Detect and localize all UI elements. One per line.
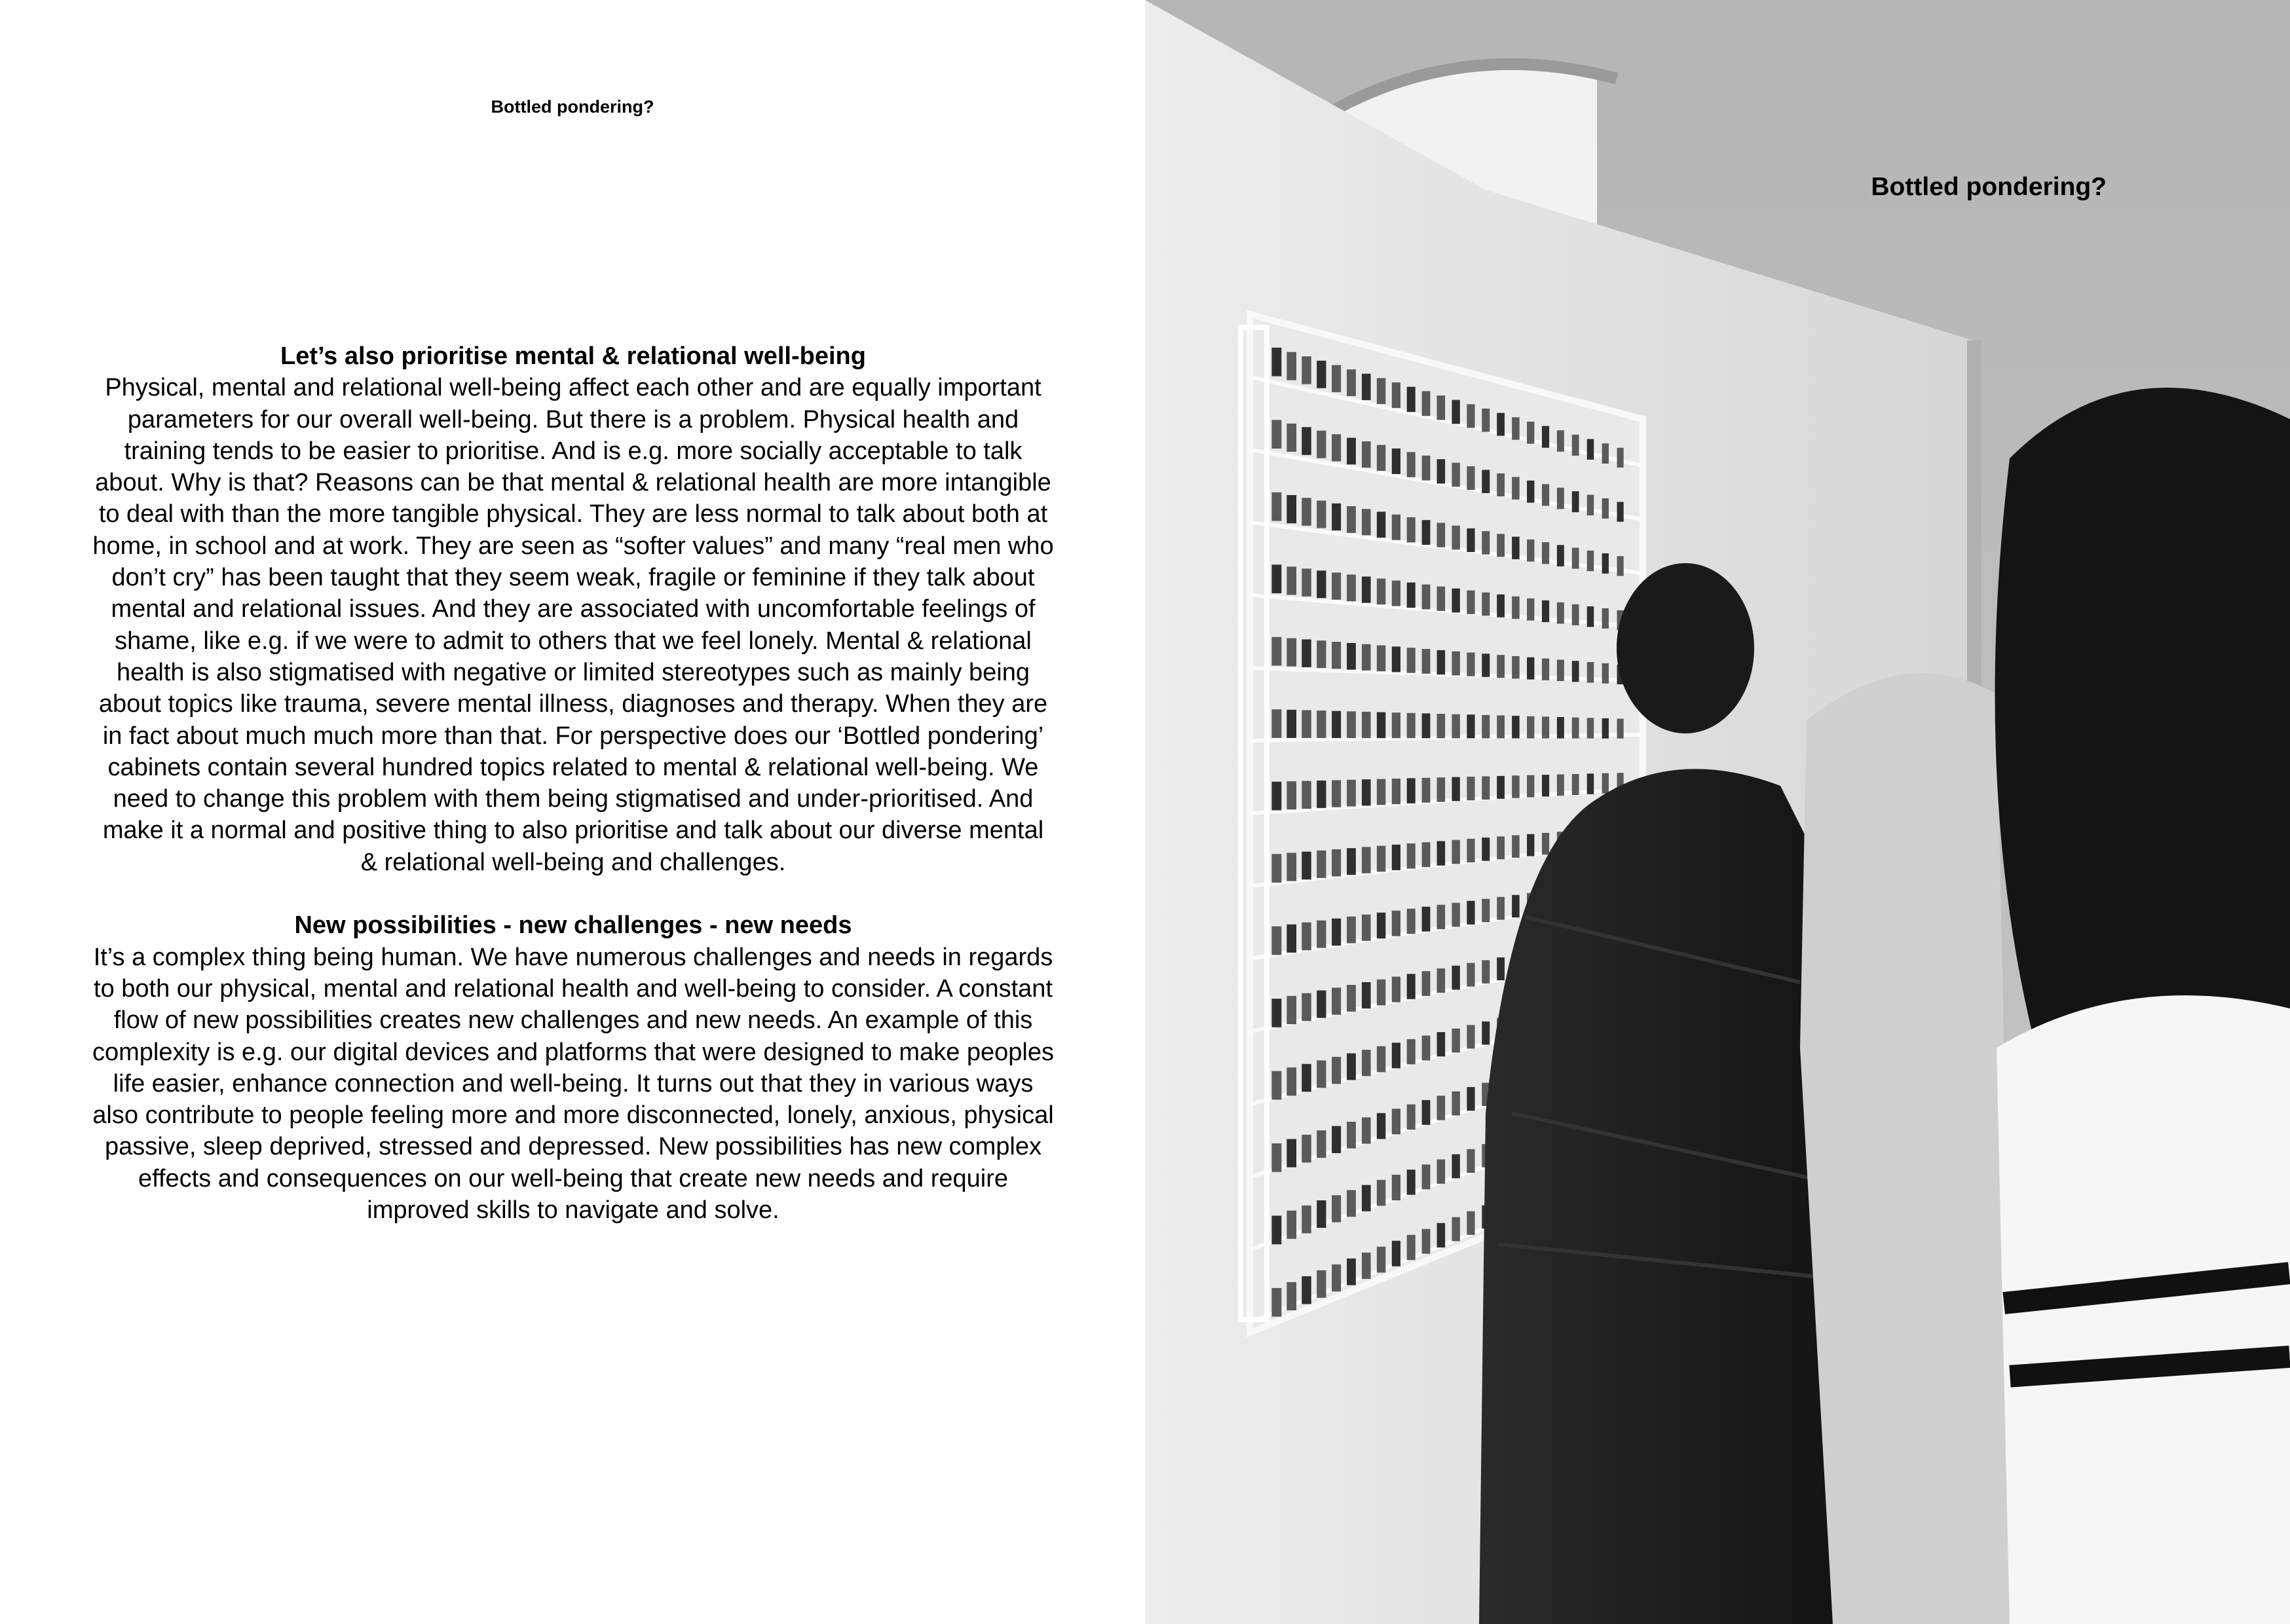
bottle bbox=[1602, 773, 1609, 794]
bottle bbox=[1497, 534, 1505, 557]
bottle bbox=[1332, 434, 1341, 461]
bottle bbox=[1497, 897, 1505, 920]
bottle bbox=[1572, 604, 1579, 625]
bottle bbox=[1392, 581, 1400, 606]
bottle bbox=[1482, 1022, 1490, 1045]
bottle bbox=[1452, 400, 1459, 424]
bottle bbox=[1512, 835, 1520, 857]
bottle bbox=[1377, 1113, 1385, 1139]
bottle bbox=[1377, 1247, 1385, 1273]
bottle bbox=[1332, 849, 1341, 876]
bottle bbox=[1497, 473, 1505, 496]
bottle bbox=[1542, 775, 1549, 796]
bottle bbox=[1452, 777, 1459, 802]
bottle bbox=[1347, 643, 1356, 670]
bottle bbox=[1332, 987, 1341, 1014]
bottle bbox=[1437, 459, 1446, 483]
bottle bbox=[1452, 840, 1459, 864]
running-head: Bottled pondering? bbox=[491, 97, 654, 117]
bottle bbox=[1452, 903, 1459, 927]
bottle bbox=[1422, 971, 1431, 996]
bottle bbox=[1422, 649, 1431, 674]
bottle bbox=[1286, 1139, 1296, 1167]
bottle bbox=[1497, 655, 1505, 678]
bottle bbox=[1437, 650, 1446, 674]
bottle bbox=[1527, 775, 1534, 798]
bottle bbox=[1527, 422, 1534, 444]
bottle bbox=[1302, 427, 1311, 455]
bottle bbox=[1467, 466, 1474, 490]
bottle bbox=[1332, 572, 1341, 599]
bottle bbox=[1332, 919, 1341, 946]
bottle bbox=[1557, 717, 1564, 739]
section-paragraph: It’s a complex thing being human. We have numerous challenges and needs in regards to both our physical, mental and relational health and well-being to consider. A constant flow of new possibilities creates new challenges and new needs. An example of this complexity is e.g. our digital devices and platforms that were designed to make peoples life easier, enhance connection and well-being. It turns out that they in various ways also contribute to people feeling more and more disconnected, lonely, anxious, physical passive, sleep deprived, stressed and depressed. New possibilities has new complex effects and consequences on our well-being that create new needs and require improved skills to navigate and solve. bbox=[92, 943, 1054, 1225]
bottle bbox=[1407, 387, 1416, 412]
bottle bbox=[1302, 923, 1311, 951]
bottle bbox=[1286, 495, 1296, 523]
bottle bbox=[1317, 361, 1326, 388]
bottle bbox=[1392, 646, 1400, 672]
bottle bbox=[1407, 517, 1416, 542]
bottle bbox=[1542, 600, 1549, 622]
bottle bbox=[1271, 1215, 1281, 1244]
bottle bbox=[1347, 848, 1356, 875]
bottle bbox=[1317, 1200, 1326, 1228]
bottle bbox=[1377, 1180, 1385, 1206]
bottle bbox=[1467, 652, 1474, 676]
bottle bbox=[1407, 648, 1416, 673]
bottle bbox=[1572, 548, 1579, 569]
bottle bbox=[1512, 597, 1520, 619]
bottle bbox=[1407, 713, 1416, 738]
bottle bbox=[1377, 445, 1385, 471]
bottle bbox=[1512, 537, 1520, 559]
bottle bbox=[1527, 834, 1534, 857]
bottle bbox=[1286, 424, 1296, 452]
bottle bbox=[1452, 1217, 1459, 1242]
bottle bbox=[1362, 982, 1371, 1008]
bottle bbox=[1482, 899, 1490, 923]
bottle bbox=[1497, 716, 1505, 739]
bottle bbox=[1587, 551, 1594, 571]
bottle bbox=[1467, 1087, 1474, 1111]
bottle bbox=[1617, 718, 1624, 738]
bottle bbox=[1362, 1050, 1371, 1076]
bottle bbox=[1332, 780, 1341, 807]
bottle bbox=[1452, 1092, 1459, 1116]
bottle bbox=[1286, 352, 1296, 380]
bottle bbox=[1317, 781, 1326, 808]
bottle bbox=[1347, 438, 1356, 465]
bottle bbox=[1317, 921, 1326, 948]
bottle bbox=[1437, 587, 1446, 611]
bottle bbox=[1362, 712, 1371, 738]
bottle bbox=[1407, 974, 1416, 999]
bottle bbox=[1302, 1064, 1311, 1092]
bottle bbox=[1497, 595, 1505, 618]
bottle bbox=[1452, 966, 1459, 990]
bottle bbox=[1512, 656, 1520, 678]
bottle bbox=[1422, 907, 1431, 932]
bottle bbox=[1437, 523, 1446, 547]
bottle bbox=[1347, 1054, 1356, 1080]
bottle bbox=[1542, 484, 1549, 506]
bottle bbox=[1392, 1109, 1400, 1134]
bottle bbox=[1317, 501, 1326, 528]
bottle bbox=[1437, 969, 1446, 993]
bottle bbox=[1347, 369, 1356, 396]
bottle bbox=[1572, 435, 1579, 456]
bottle bbox=[1542, 716, 1549, 738]
section-heading: Let’s also prioritise mental & relational well-being bbox=[280, 342, 866, 370]
bottle bbox=[1512, 477, 1520, 499]
bottle bbox=[1572, 774, 1579, 795]
bottle bbox=[1452, 589, 1459, 613]
bottle bbox=[1617, 448, 1624, 468]
bottle bbox=[1437, 841, 1446, 865]
bottle bbox=[1437, 905, 1446, 929]
bottle bbox=[1302, 710, 1311, 738]
bottle bbox=[1437, 1159, 1446, 1183]
bottle bbox=[1422, 713, 1431, 738]
bottle bbox=[1407, 1039, 1416, 1064]
bottle bbox=[1392, 845, 1400, 870]
bottle bbox=[1437, 396, 1446, 420]
bottle bbox=[1467, 777, 1474, 800]
bottle bbox=[1482, 593, 1490, 616]
bottle bbox=[1302, 639, 1311, 667]
bottle bbox=[1332, 1195, 1341, 1222]
bottle bbox=[1437, 777, 1446, 802]
bottle bbox=[1286, 781, 1296, 809]
bottle bbox=[1557, 602, 1564, 624]
bottle bbox=[1557, 775, 1564, 796]
bottle bbox=[1422, 1035, 1431, 1060]
bottle bbox=[1587, 606, 1594, 627]
bottle bbox=[1452, 714, 1459, 739]
bottle bbox=[1286, 853, 1296, 881]
bottle bbox=[1557, 659, 1564, 681]
bottle bbox=[1542, 833, 1549, 855]
bottle bbox=[1317, 1270, 1326, 1298]
bottle bbox=[1557, 488, 1564, 509]
bottle bbox=[1347, 780, 1356, 807]
bottle bbox=[1362, 1117, 1371, 1143]
bottle bbox=[1362, 847, 1371, 873]
bottle bbox=[1557, 545, 1564, 566]
bottle bbox=[1587, 773, 1594, 794]
bottle bbox=[1602, 718, 1609, 739]
bottle bbox=[1271, 709, 1281, 738]
bottle bbox=[1467, 591, 1474, 614]
bottle bbox=[1317, 710, 1326, 738]
bottle bbox=[1377, 913, 1385, 939]
bottle bbox=[1437, 714, 1446, 738]
bottle bbox=[1377, 378, 1385, 404]
bottle bbox=[1437, 1223, 1446, 1247]
bottle bbox=[1422, 842, 1431, 867]
bottle bbox=[1512, 417, 1520, 439]
bottle bbox=[1452, 1029, 1459, 1053]
bottle bbox=[1467, 901, 1474, 925]
bottle bbox=[1497, 413, 1505, 436]
bottle bbox=[1271, 348, 1281, 377]
bottle bbox=[1317, 851, 1326, 878]
paragraph-gap bbox=[92, 878, 1055, 910]
bottle bbox=[1347, 1190, 1356, 1217]
photo-title: Bottled pondering? bbox=[1871, 173, 2107, 201]
bottle bbox=[1317, 990, 1326, 1018]
bottle bbox=[1271, 637, 1281, 666]
bottle bbox=[1587, 495, 1594, 515]
exhibition-photo-icon bbox=[1145, 0, 2290, 1624]
bottle bbox=[1407, 843, 1416, 868]
bottle bbox=[1302, 1276, 1311, 1304]
bottle bbox=[1362, 644, 1371, 671]
bottle bbox=[1302, 498, 1311, 526]
bottle bbox=[1271, 1288, 1281, 1317]
bottle bbox=[1482, 409, 1490, 432]
visitor-woman bbox=[1995, 388, 2290, 1624]
bottle bbox=[1422, 520, 1431, 545]
bottle bbox=[1602, 608, 1609, 629]
bottle bbox=[1271, 420, 1281, 449]
bottle bbox=[1527, 599, 1534, 621]
bottle bbox=[1527, 481, 1534, 503]
bottle bbox=[1302, 356, 1311, 384]
bottle bbox=[1542, 659, 1549, 680]
bottle bbox=[1302, 993, 1311, 1022]
bottle bbox=[1467, 404, 1474, 428]
bottle bbox=[1377, 980, 1385, 1006]
bottle bbox=[1332, 642, 1341, 669]
bottle bbox=[1407, 1105, 1416, 1130]
bottle bbox=[1602, 553, 1609, 574]
bottle bbox=[1362, 441, 1371, 468]
bottle bbox=[1482, 960, 1490, 984]
bottle bbox=[1482, 715, 1490, 739]
bottle bbox=[1302, 852, 1311, 880]
bottle bbox=[1497, 776, 1505, 799]
bottle bbox=[1392, 1043, 1400, 1068]
bottle bbox=[1422, 585, 1431, 610]
bottle bbox=[1422, 391, 1431, 416]
bottle bbox=[1572, 491, 1579, 512]
bottle bbox=[1482, 776, 1490, 800]
bottle bbox=[1317, 570, 1326, 598]
bottle bbox=[1467, 1211, 1474, 1235]
bottle bbox=[1452, 526, 1459, 550]
bottle bbox=[1392, 449, 1400, 474]
bottle bbox=[1332, 365, 1341, 392]
bottle bbox=[1332, 504, 1341, 530]
bottle bbox=[1347, 711, 1356, 738]
bottle bbox=[1271, 1143, 1281, 1172]
bottle bbox=[1377, 846, 1385, 872]
bottle bbox=[1392, 382, 1400, 408]
bottle bbox=[1617, 556, 1624, 576]
bottle bbox=[1271, 999, 1281, 1027]
bottle bbox=[1362, 1253, 1371, 1279]
bottle bbox=[1392, 1241, 1400, 1266]
bottle bbox=[1286, 925, 1296, 953]
bottle bbox=[1377, 779, 1385, 805]
bottle bbox=[1332, 1264, 1341, 1291]
bottle bbox=[1392, 976, 1400, 1002]
bottle bbox=[1392, 779, 1400, 804]
bottle bbox=[1602, 443, 1609, 464]
bottle bbox=[1347, 1259, 1356, 1285]
bottle bbox=[1407, 909, 1416, 934]
bottle bbox=[1317, 431, 1326, 458]
bottle bbox=[1347, 985, 1356, 1012]
bottle bbox=[1362, 509, 1371, 535]
bottle bbox=[1362, 576, 1371, 602]
bottle bbox=[1467, 528, 1474, 552]
bottle bbox=[1407, 1170, 1416, 1194]
bottle bbox=[1572, 718, 1579, 739]
bottle bbox=[1587, 662, 1594, 682]
visitor-light-jacket bbox=[1800, 673, 2016, 1624]
bottle bbox=[1302, 1135, 1311, 1163]
bottle bbox=[1437, 1096, 1446, 1120]
bottle bbox=[1467, 839, 1474, 862]
bottle bbox=[1587, 718, 1594, 738]
bottle bbox=[1377, 712, 1385, 739]
bottle bbox=[1362, 374, 1371, 400]
bottle bbox=[1271, 1071, 1281, 1100]
bottle bbox=[1347, 506, 1356, 533]
bottle bbox=[1271, 782, 1281, 811]
bottle bbox=[1286, 638, 1296, 667]
bottle bbox=[1482, 531, 1490, 555]
section-heading: New possibilities - new challenges - new needs bbox=[294, 912, 852, 940]
bottle bbox=[1377, 1046, 1385, 1073]
bottle bbox=[1422, 778, 1431, 803]
bottle bbox=[1271, 854, 1281, 883]
bottle bbox=[1392, 911, 1400, 936]
bottle bbox=[1407, 583, 1416, 608]
bottle bbox=[1377, 511, 1385, 538]
bottle bbox=[1317, 1060, 1326, 1088]
bottle bbox=[1602, 498, 1609, 519]
bottle bbox=[1377, 646, 1385, 672]
bottle bbox=[1422, 1229, 1431, 1254]
bottle bbox=[1286, 1067, 1296, 1096]
bottle bbox=[1542, 426, 1549, 448]
bottle bbox=[1362, 915, 1371, 941]
section-paragraph: Physical, mental and relational well-being affect each other and are equally important parameters for our overall well-being. But there is a problem. Physical health and training tends to be easier to prioritise. And is e.g. more socially acceptable to talk about. Why is that? Reasons can be that mental & relational health are more intangible to deal with than the more tangible physical. They are less normal to talk about both at home, in school and at work. They are seen as “softer values” and many “real men who don’t cry” has been taught that they seem weak, fragile or feminine if they talk about mental and relational issues. And they are associated with uncomfortable feelings of shame, like e.g. if we were to admit to others that we feel lonely. Mental & relational health is also stigmatised with negative or limited stereotypes such as mainly being about topics like trauma, severe mental illness, diagnoses and therapy. When they are in fact about much much more than that. For perspective does our ‘Bottled pondering’ cabinets contain several hundred topics related to mental & relational well-being. We need to change this problem with them being stigmatised and under-prioritised. And make it a normal and positive thing to also prioritise and talk about our diverse mental & relational well-being and challenges. bbox=[92, 374, 1054, 876]
bottle bbox=[1347, 574, 1356, 601]
bottle bbox=[1467, 1025, 1474, 1048]
bottle bbox=[1392, 515, 1400, 540]
bottle bbox=[1286, 710, 1296, 738]
bottle bbox=[1286, 996, 1296, 1024]
bottle bbox=[1407, 452, 1416, 477]
bottle bbox=[1452, 463, 1459, 487]
bottle bbox=[1422, 1100, 1431, 1125]
right-page bbox=[1145, 0, 2290, 1624]
bottle bbox=[1422, 456, 1431, 481]
bottle bbox=[1392, 712, 1400, 738]
bottle bbox=[1572, 661, 1579, 682]
bottle bbox=[1527, 657, 1534, 680]
bottle bbox=[1437, 1032, 1446, 1056]
bottle bbox=[1452, 652, 1459, 676]
bottle bbox=[1542, 542, 1549, 564]
bottle bbox=[1527, 716, 1534, 739]
bottle bbox=[1362, 779, 1371, 805]
bottle bbox=[1286, 566, 1296, 595]
bottle bbox=[1452, 1154, 1459, 1179]
bottle bbox=[1271, 564, 1281, 593]
bottle bbox=[1317, 640, 1326, 668]
bottle bbox=[1377, 578, 1385, 604]
bottle bbox=[1302, 568, 1311, 597]
bottle bbox=[1527, 540, 1534, 562]
bottle bbox=[1347, 917, 1356, 944]
bottle bbox=[1407, 1235, 1416, 1260]
bottle bbox=[1332, 1057, 1341, 1084]
bottle bbox=[1362, 1185, 1371, 1211]
bottle bbox=[1512, 895, 1520, 917]
bottle bbox=[1317, 1130, 1326, 1158]
bottle bbox=[1347, 1122, 1356, 1149]
bottle bbox=[1302, 781, 1311, 809]
bottle bbox=[1467, 714, 1474, 738]
bottle bbox=[1482, 654, 1490, 677]
bottle bbox=[1512, 775, 1520, 798]
bottle bbox=[1557, 430, 1564, 452]
bottle bbox=[1392, 1175, 1400, 1200]
bottle bbox=[1332, 711, 1341, 738]
bottle bbox=[1271, 492, 1281, 521]
article-body bbox=[92, 341, 1055, 1226]
bottle bbox=[1286, 1211, 1296, 1239]
bottle bbox=[1602, 663, 1609, 684]
bottle bbox=[1482, 470, 1490, 494]
bottle bbox=[1467, 963, 1474, 986]
bottle bbox=[1482, 838, 1490, 861]
bottle bbox=[1497, 836, 1505, 859]
bottle bbox=[1617, 502, 1624, 521]
bottle bbox=[1271, 927, 1281, 955]
bottle bbox=[1286, 1282, 1296, 1310]
bottle bbox=[1497, 957, 1505, 980]
bottle bbox=[1422, 1164, 1431, 1189]
bottle bbox=[1407, 778, 1416, 803]
bottle bbox=[1587, 439, 1594, 459]
bottle bbox=[1302, 1206, 1311, 1234]
bottle bbox=[1512, 716, 1520, 738]
bottle bbox=[1467, 1149, 1474, 1173]
bottle bbox=[1332, 1126, 1341, 1153]
